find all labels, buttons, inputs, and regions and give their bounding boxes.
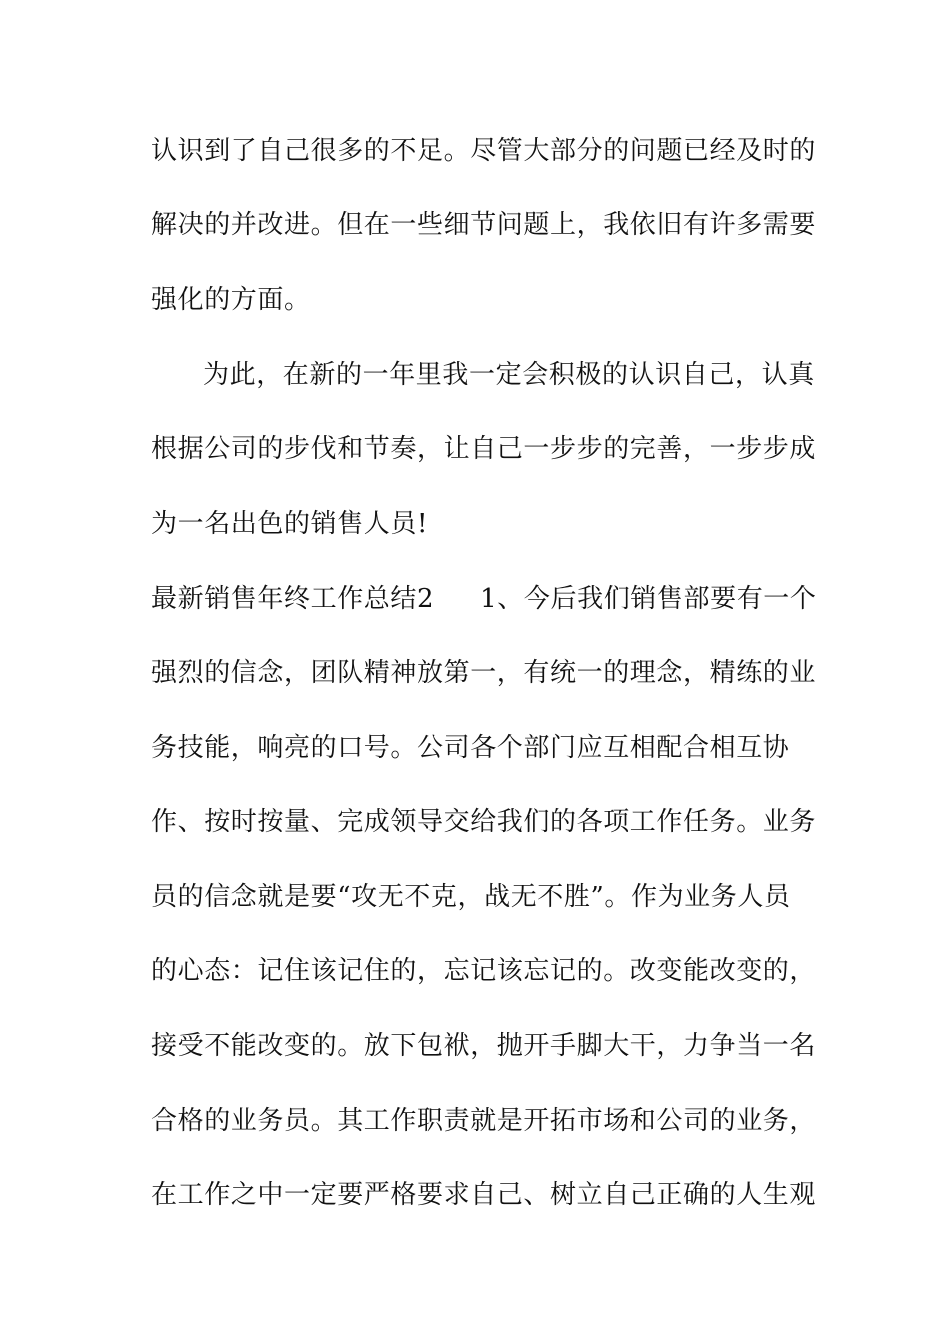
paragraph-3-line-5: 的心态：记住该记住的，忘记该忘记的。改变能改变的， [151,956,817,986]
section-heading: 最新销售年终工作总结2 [151,584,435,614]
paragraph-3-line-4: 员的信念就是要“攻无不克，战无不胜”。作为业务人员 [151,882,791,912]
paragraph-3-line-7: 合格的业务员。其工作职责就是开拓市场和公司的业务， [151,1106,817,1136]
paragraph-2-line-3: 为一名出色的销售人员! [151,509,429,539]
paragraph-3-line-8: 在工作之中一定要严格要求自己、树立自己正确的人生观 [151,1180,817,1210]
paragraph-1-line-3: 强化的方面。 [151,285,311,315]
paragraph-3-line-1: 强烈的信念，团队精神放第一，有统一的理念，精练的业 [151,658,817,688]
paragraph-1-line-2: 解决的并改进。但在一些细节问题上，我依旧有许多需要 [151,210,817,240]
paragraph-3-line-3: 作、按时按量、完成领导交给我们的各项工作任务。业务 [151,807,817,837]
paragraph-1-line-1: 认识到了自己很多的不足。尽管大部分的问题已经及时的 [151,136,817,166]
paragraph-3-line-2: 务技能，响亮的口号。公司各个部门应互相配合相互协 [151,733,790,763]
section-heading-line [151,579,851,619]
paragraph-3-line-6: 接受不能改变的。放下包袱，抛开手脚大干，力争当一名 [151,1031,817,1061]
paragraph-2-line-1: 为此，在新的一年里我一定会积极的认识自己，认真 [203,360,815,390]
paragraph-2-line-2: 根据公司的步伐和节奏，让自己一步步的完善，一步步成 [151,434,817,464]
paragraph-3-first-segment: 1、今后我们销售部要有一个 [480,584,817,614]
